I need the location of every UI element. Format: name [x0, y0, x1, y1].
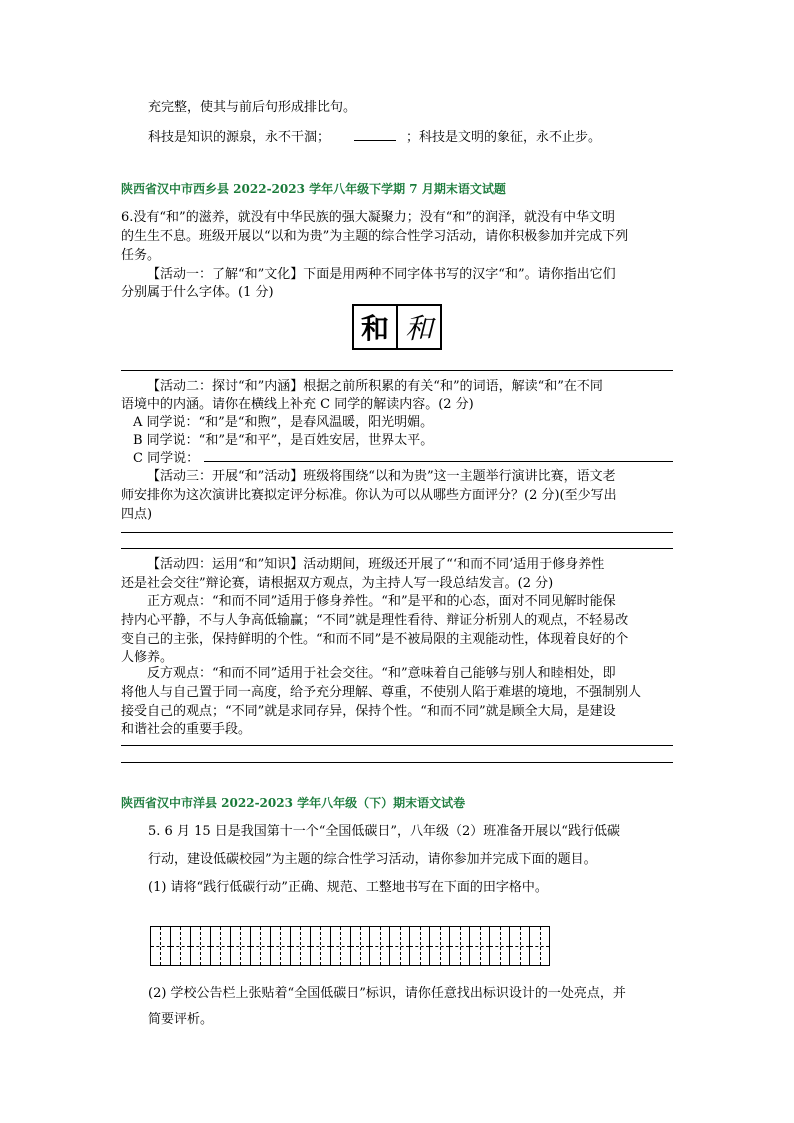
grid-cell[interactable] — [191, 927, 211, 965]
text-line: C 同学说： — [133, 451, 200, 466]
grid-cell[interactable] — [470, 927, 490, 965]
text-line: 反方观点：“和而不同”适用于社会交往。“和”意味着自己能够与别人和睦相处，即 — [147, 666, 616, 681]
grid-cell[interactable] — [151, 927, 171, 965]
text-line: 四点) — [121, 507, 153, 522]
grid-cell[interactable] — [430, 927, 450, 965]
grid-cell[interactable] — [530, 927, 549, 965]
text-line: 接受自己的观点；“不同”就是求同存异，保持个性。“和而不同”就是顾全大局，是建设 — [121, 704, 616, 719]
answer-line[interactable] — [121, 745, 673, 746]
text-line: 简要评析。 — [148, 1012, 214, 1027]
text-line: 人修养。 — [121, 650, 174, 665]
text-line: 正方观点：“和而不同”适用于修身养性。“和”是平和的心态，面对不同见解时能保 — [147, 594, 616, 609]
grid-cell[interactable] — [231, 927, 251, 965]
grid-cell[interactable] — [311, 927, 331, 965]
grid-cell[interactable] — [331, 927, 351, 965]
text-line: 变自己的主张，保持鲜明的个性。“和而不同”是不被局限的主观能动性，体现着良好的个 — [121, 632, 629, 647]
grid-cell[interactable] — [351, 927, 371, 965]
text-line: 行动，建设低碳校园”为主题的综合性学习活动，请你参加并完成下面的题目。 — [148, 852, 597, 867]
grid-cell[interactable] — [370, 927, 390, 965]
grid-cell[interactable] — [211, 927, 231, 965]
character-sample-box — [352, 304, 442, 350]
answer-line[interactable] — [204, 461, 673, 462]
sentence-part: ；科技是文明的象征，永不止步。 — [406, 130, 602, 145]
text-line: A 同学说：“和”是“和煦”，是春风温暖，阳光明媚。 — [133, 415, 434, 430]
text-line: 【活动二：探讨“和”内涵】根据之前所积累的有关“和”的词语，解读“和”在不同 — [147, 379, 603, 394]
grid-cell[interactable] — [490, 927, 510, 965]
answer-line[interactable] — [121, 548, 673, 549]
text-line: 【活动三：开展“和”活动】班级将围绕“以和为贵”这一主题举行演讲比赛，语文老 — [147, 469, 616, 484]
grid-cell[interactable] — [291, 927, 311, 965]
grid-cell[interactable] — [510, 927, 530, 965]
text-line: (1) 请将“践行低碳行动”正确、规范、工整地书写在下面的田字格中。 — [148, 880, 548, 895]
text-line: 分别属于什么字体。(1 分) — [121, 285, 274, 300]
text-line: 任务。 — [121, 248, 161, 263]
answer-blank[interactable] — [354, 128, 396, 141]
text-line: 5. 6 月 15 日是我国第十一个“全国低碳日”，八年级（2）班准备开展以“践行低碳 — [148, 824, 620, 839]
grid-cell[interactable] — [251, 927, 271, 965]
text-line: 持内心平静，不与人争高低输赢；“不同”就是理性看待、辩证分析别人的观点，不轻易改 — [121, 613, 629, 628]
section-title: 陕西省汉中市西乡县 2022-2023 学年八年级下学期 7 月期末语文试题 — [121, 182, 506, 196]
text-line: 【活动一：了解“和”文化】下面是用两种不同字体书写的汉字“和”。请你指出它们 — [147, 267, 616, 282]
text-line: 的生生不息。班级开展以“以和为贵”为主题的综合性学习活动，请你积极参加并完成下列 — [121, 229, 629, 244]
answer-line[interactable] — [121, 370, 673, 371]
grid-cell[interactable] — [450, 927, 470, 965]
character-cursive-script: 和 — [404, 312, 433, 345]
answer-line[interactable] — [121, 762, 673, 763]
text-line: 【活动四：运用“和”知识】活动期间，班级还开展了“‘和而不同’适用于修身养性 — [147, 557, 605, 572]
text-line: B 同学说：“和”是“和平”，是百姓安居，世界太平。 — [133, 433, 434, 448]
text-line: 将他人与自己置于同一高度，给予充分理解、尊重，不使别人陷于难堪的境地，不强制别人 — [121, 685, 642, 700]
text-line: 师安排你为这次演讲比赛拟定评分标准。你认为可以从哪些方面评分？(2 分)(至少写出 — [121, 488, 617, 503]
text-line — [148, 126, 601, 145]
answer-line[interactable] — [121, 532, 673, 533]
text-line: (2) 学校公告栏上张贴着“全国低碳日”标识，请你任意找出标识设计的一处亮点，并 — [148, 986, 626, 1001]
writing-grid[interactable] — [150, 926, 550, 966]
text-line: 还是社会交往”辩论赛，请根据双方观点，为主持人写一段总结发言。(2 分) — [121, 576, 554, 591]
text-line: 6.没有“和”的滋养，就没有中华民族的强大凝聚力；没有“和”的润泽，就没有中华文明 — [121, 210, 615, 225]
sentence-part: 科技是知识的源泉，永不干涸； — [148, 130, 331, 145]
text-line: 语境中的内涵。请你在横线上补充 C 同学的解读内容。(2 分) — [121, 397, 474, 412]
text-line: 充完整，使其与前后句形成排比句。 — [148, 100, 357, 115]
text-line: 和谐社会的重要手段。 — [121, 722, 252, 737]
grid-cell[interactable] — [271, 927, 291, 965]
section-title: 陕西省汉中市洋县 2022-2023 学年八年级（下）期末语文试卷 — [121, 796, 466, 810]
character-regular-script: 和 — [354, 306, 398, 348]
grid-cell[interactable] — [410, 927, 430, 965]
grid-cell[interactable] — [390, 927, 410, 965]
grid-cell[interactable] — [171, 927, 191, 965]
